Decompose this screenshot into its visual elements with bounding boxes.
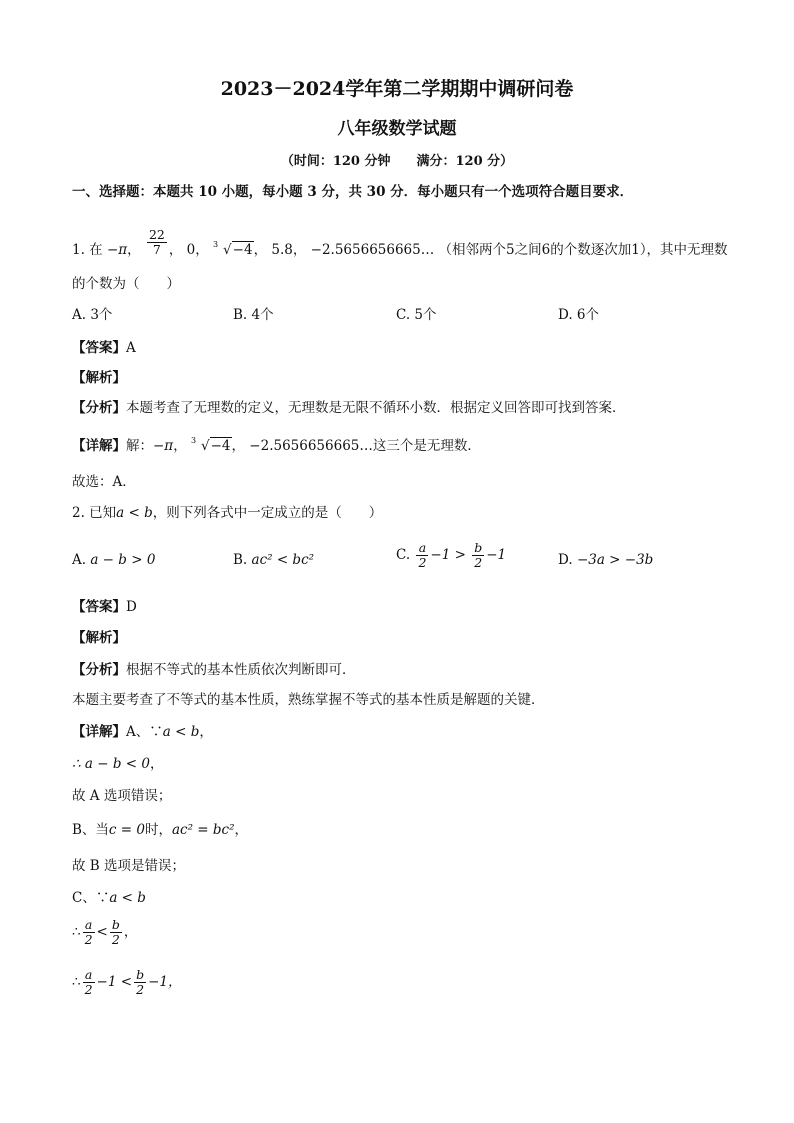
q2-step-c3-frac-a [83, 968, 95, 997]
q2-step-c3-mid: −1 < [96, 974, 133, 990]
q2-step-b1-cond: c = 0 [108, 822, 145, 838]
exam-subtitle: 八年级数学试题 [337, 119, 457, 139]
q1-sep: ， [292, 242, 307, 258]
q2-option-c-den2: 2 [472, 555, 484, 570]
q2-option-a-label: A. [72, 552, 87, 568]
q1-xiangjie-root: 3 √−4 [191, 436, 232, 456]
section-heading: 一、选择题：本题共 10 小题，每小题 3 分，共 30 分．每小题只有一个选项符合题目要求． [72, 184, 634, 200]
q1-xiangjie [72, 436, 481, 456]
q1-fenxi-tag: 【分析】 [72, 400, 126, 416]
q2-option-c-tail: −1 [486, 547, 507, 563]
q2-step-c3 [72, 968, 181, 1006]
q1-recurring [271, 240, 292, 260]
q2-stem-pre: 2. 已知 [72, 505, 117, 521]
q1-xiangjie-root-index: 3 [190, 436, 197, 445]
q2-step-a1-math: a < b [162, 724, 200, 740]
q1-xiangjie-tag: 【详解】 [72, 438, 126, 454]
q1-root-radicand: −4 [232, 242, 253, 258]
q2-fenxi-tag: 【分析】 [72, 662, 126, 678]
q1-xiangjie-pre: 解： [126, 438, 153, 454]
q1-xiangjie-post: 这三个是无理数． [372, 438, 481, 454]
q2-step-a2-post: ， [149, 756, 164, 772]
q2-answer-tag: 【答案】 [72, 599, 126, 615]
q2-step-c2-a: a [84, 917, 93, 932]
q1-stem-line2: 的个数为（ ） [72, 276, 180, 292]
q1-option-b: B. 4个 [233, 307, 274, 323]
q2-option-b-math: ac² < bc² [251, 552, 315, 568]
q2-step-a1-post: ， [199, 724, 213, 740]
q2-option-c-mid: −1 > [430, 547, 466, 563]
q2-step-b1-post: ， [234, 822, 248, 838]
q2-option-c-label: C. [396, 547, 411, 563]
q2-step-c2-frac-b [110, 918, 122, 947]
q2-option-c-b: b [474, 540, 483, 555]
q1-decimal: −2.5656656665… [310, 242, 435, 258]
q1-fraction-den: 7 [147, 242, 167, 257]
q2-step-c1-math: a < b [109, 890, 146, 906]
q1-answer-value: A [126, 340, 136, 356]
q2-step-a2 [72, 754, 163, 774]
q2-step-c3-b: b [136, 967, 145, 982]
q2-step-c3-frac-b [134, 968, 146, 997]
q2-step-c2-den: 2 [84, 932, 93, 947]
q2-step-a3: 故 A 选项错误； [72, 788, 172, 804]
q2-step-c3-pre: ∴ [72, 974, 81, 990]
q2-fenxi [72, 660, 356, 680]
q1-stem [72, 227, 728, 265]
q2-step-c2-frac-a [83, 918, 95, 947]
q1-number: 1. 在 [72, 242, 103, 258]
q1-option-d: D. 6个 [558, 307, 600, 323]
q2-step-a1-pre: A、∵ [126, 724, 163, 740]
q1-fraction-num: 22 [148, 227, 165, 242]
q2-answer [72, 597, 137, 617]
q2-xiangjie-tag: 【详解】 [72, 724, 126, 740]
q1-recurring-value: 5.8 [271, 242, 293, 258]
q2-option-d [558, 550, 653, 570]
q1-xiangjie-decimal: −2.5656656665… [249, 438, 373, 454]
q1-sep: ， [168, 242, 183, 258]
q2-option-c-den: 2 [418, 555, 427, 570]
q2-step-c1-pre: C、∵ [72, 890, 110, 906]
q1-option-c: C. 5个 [396, 307, 437, 323]
q2-option-d-label: D. [558, 552, 573, 568]
q1-one: 1 [631, 242, 640, 258]
q1-analysis-tag: 【解析】 [72, 370, 126, 386]
q2-stem-cond: a < b [116, 505, 153, 521]
q1-fenxi-text: 本题考查了无理数的定义，无理数是无限不循环小数．根据定义回答即可找到答案． [126, 400, 626, 416]
q2-step-b1-pre: B、当 [72, 822, 109, 838]
q1-five: 5 [506, 242, 515, 258]
q2-step-c1 [72, 888, 146, 908]
q1-option-a: A. 3个 [72, 307, 113, 323]
q2-stem [72, 503, 382, 523]
q2-option-a-math: a − b > 0 [90, 552, 156, 568]
q2-step-c2-op: < [96, 924, 108, 940]
q2-option-d-math: −3a > −3b [576, 552, 654, 568]
q1-choose: 故选：A． [72, 474, 136, 490]
q2-option-a [72, 550, 155, 570]
q1-fraction [147, 228, 167, 257]
q2-step-b1-math: ac² = bc² [171, 822, 235, 838]
q2-step-c3-den: 2 [84, 982, 93, 997]
q2-step-c2-b: b [111, 917, 120, 932]
q2-analysis-tag: 【解析】 [72, 630, 126, 646]
q2-step-c3-den2: 2 [134, 982, 146, 997]
q2-step-a1 [72, 722, 213, 742]
q2-step-c2-pre: ∴ [72, 924, 81, 940]
q1-zero: 0 [186, 242, 196, 258]
q1-root-index: 3 [213, 240, 219, 249]
q2-fenxi-text: 根据不等式的基本性质依次判断即可． [126, 662, 356, 678]
exam-title: 2023－2024学年第二学期期中调研问卷 [220, 78, 574, 100]
q2-step-c2-den2: 2 [110, 932, 122, 947]
q1-neg-pi: −π [106, 242, 128, 258]
q2-option-b [233, 550, 314, 570]
q2-summary: 本题主要考查了不等式的基本性质，熟练掌握不等式的基本性质是解题的关键． [72, 692, 545, 708]
q2-step-c3-post: −1， [148, 974, 182, 990]
q1-sep: ， [253, 242, 268, 258]
q1-note-pre: （相邻两个 [438, 242, 507, 258]
q1-cube-root: 3 √−4 [213, 240, 254, 260]
q1-answer [72, 338, 136, 358]
q2-step-b2: 故 B 选项是错误； [72, 858, 186, 874]
q2-step-b1 [72, 820, 248, 840]
q1-note-post: 的个数逐次加 [550, 242, 632, 258]
q1-note-mid: 之间 [514, 242, 542, 258]
q2-step-c3-a: a [84, 967, 93, 982]
q2-option-c-frac-a [416, 541, 428, 570]
q2-step-c2-post: ， [123, 924, 138, 940]
q2-stem-post: ，则下列各式中一定成立的是（ ） [152, 505, 383, 521]
q1-sep: ， [195, 242, 209, 258]
q2-step-b1-mid: 时， [144, 822, 172, 838]
q2-step-c2 [72, 918, 137, 956]
q2-step-a2-math: ∴ a − b < 0 [72, 756, 150, 772]
exam-meta: （时间：120 分钟 满分：120 分） [280, 154, 514, 169]
q1-xiangjie-radicand: −4 [210, 438, 231, 454]
q2-answer-value: D [126, 599, 137, 615]
q1-sep: ， [231, 438, 245, 454]
q1-sep: ， [173, 438, 187, 454]
q2-options [72, 540, 722, 580]
q1-tail: ），其中无理数 [639, 242, 728, 258]
q2-option-b-label: B. [233, 552, 248, 568]
q1-fenxi [72, 398, 626, 418]
q1-sep: ， [127, 242, 141, 258]
q1-six: 6 [541, 242, 551, 258]
q1-xiangjie-neg-pi: −π [153, 438, 174, 454]
q2-option-c-a: a [418, 540, 427, 555]
q2-option-c [396, 541, 506, 570]
q2-option-c-frac-b [472, 541, 484, 570]
q1-answer-tag: 【答案】 [72, 340, 126, 356]
